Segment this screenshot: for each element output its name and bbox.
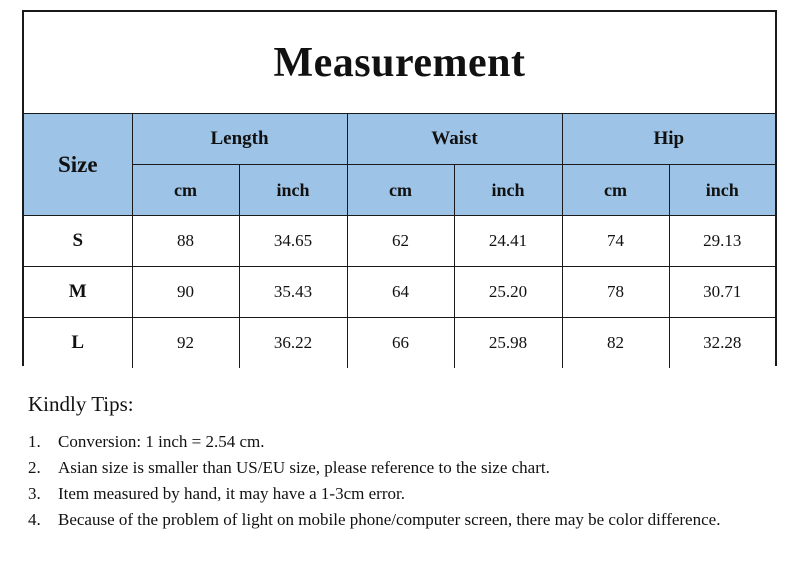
table-cell: 66	[347, 318, 454, 369]
waist-group-header: Waist	[347, 114, 562, 165]
size-label: M	[24, 267, 132, 318]
group-header-row	[24, 114, 775, 165]
table-row	[24, 267, 775, 318]
tip-number: 4.	[28, 510, 41, 529]
tip-number: 3.	[28, 484, 41, 503]
table-cell: 24.41	[454, 216, 562, 267]
table-cell: 88	[132, 216, 239, 267]
tip-text: Item measured by hand, it may have a 1-3cm error.	[58, 484, 405, 503]
hip-cm-header: cm	[562, 165, 669, 216]
size-table	[24, 114, 775, 368]
unit-header-row	[24, 165, 775, 216]
length-cm-header: cm	[132, 165, 239, 216]
tip-text: Conversion: 1 inch = 2.54 cm.	[58, 432, 265, 451]
tip-text: Asian size is smaller than US/EU size, please reference to the size chart.	[58, 458, 550, 477]
table-cell: 30.71	[669, 267, 775, 318]
table-cell: 62	[347, 216, 454, 267]
table-cell: 25.98	[454, 318, 562, 369]
waist-cm-header: cm	[347, 165, 454, 216]
length-inch-header: inch	[239, 165, 347, 216]
table-cell: 35.43	[239, 267, 347, 318]
size-label: S	[24, 216, 132, 267]
table-cell: 92	[132, 318, 239, 369]
tip-number: 2.	[28, 458, 41, 477]
list-item	[28, 455, 788, 481]
tips-section	[28, 392, 788, 533]
table-cell: 25.20	[454, 267, 562, 318]
size-column-header: Size	[24, 114, 132, 216]
tip-number: 1.	[28, 432, 41, 451]
length-group-header: Length	[132, 114, 347, 165]
table-cell: 82	[562, 318, 669, 369]
table-row	[24, 318, 775, 369]
tips-title: Kindly Tips:	[28, 392, 134, 416]
table-row	[24, 216, 775, 267]
table-cell: 36.22	[239, 318, 347, 369]
table-cell: 29.13	[669, 216, 775, 267]
hip-inch-header: inch	[669, 165, 775, 216]
waist-inch-header: inch	[454, 165, 562, 216]
size-chart	[22, 10, 777, 366]
chart-title: Measurement	[24, 12, 775, 114]
list-item	[28, 507, 788, 533]
size-label: L	[24, 318, 132, 369]
table-cell: 32.28	[669, 318, 775, 369]
hip-group-header: Hip	[562, 114, 775, 165]
list-item	[28, 481, 788, 507]
table-cell: 74	[562, 216, 669, 267]
list-item	[28, 429, 788, 455]
tips-list	[28, 429, 788, 533]
table-cell: 90	[132, 267, 239, 318]
table-cell: 78	[562, 267, 669, 318]
table-cell: 34.65	[239, 216, 347, 267]
tip-text: Because of the problem of light on mobile phone/computer screen, there may be color difference.	[58, 510, 721, 529]
table-cell: 64	[347, 267, 454, 318]
